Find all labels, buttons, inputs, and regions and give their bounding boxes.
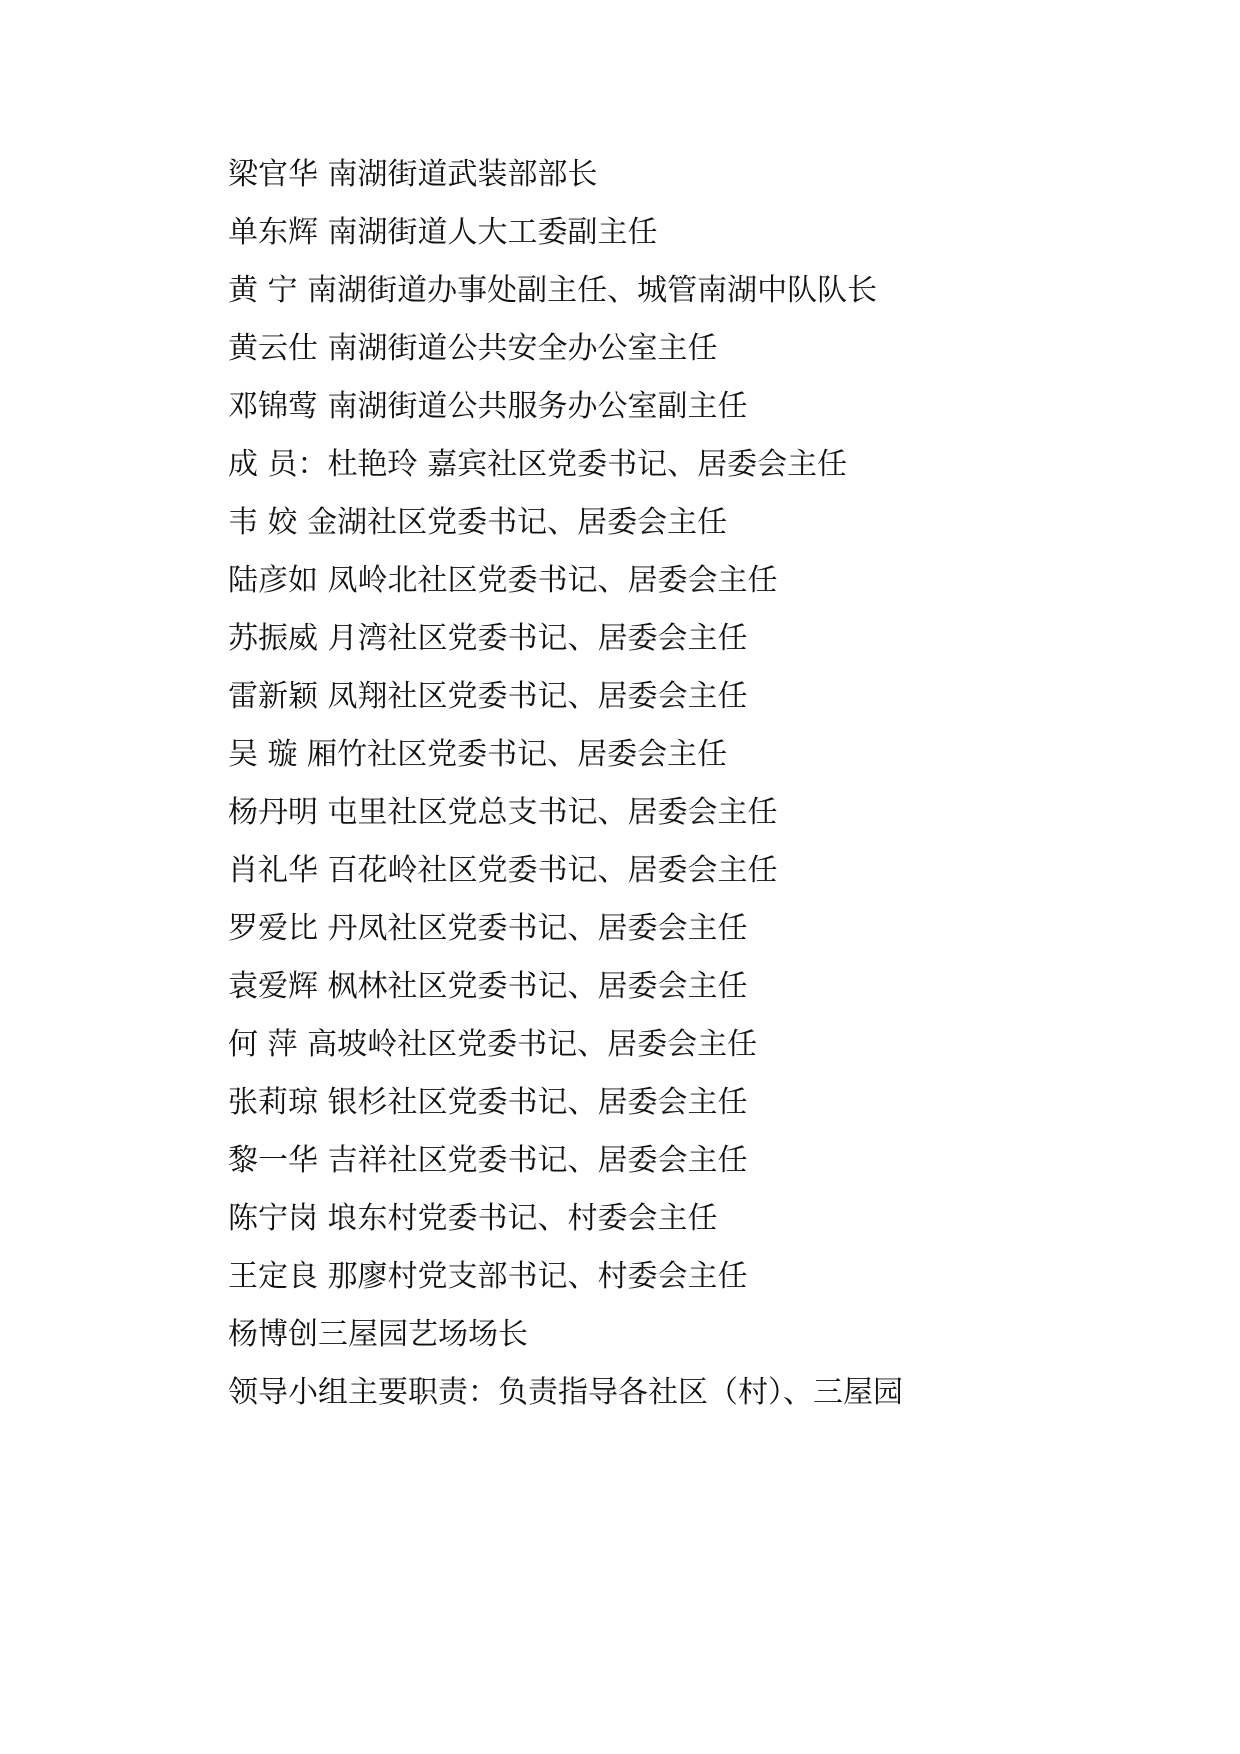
text-line: 王定良 那廖村党支部书记、村委会主任 — [228, 1259, 748, 1294]
text-line: 领导小组主要职责：负责指导各社区（村）、三屋园 — [228, 1375, 903, 1410]
text-line: 罗爱比 丹凤社区党委书记、居委会主任 — [228, 911, 748, 946]
text-line: 雷新颖 凤翔社区党委书记、居委会主任 — [228, 679, 748, 714]
text-line: 黄 宁 南湖街道办事处副主任、城管南湖中队队长 — [228, 273, 878, 308]
text-line: 陈宁岗 埌东村党委书记、村委会主任 — [228, 1201, 718, 1236]
text-line: 吴 璇 厢竹社区党委书记、居委会主任 — [228, 737, 728, 772]
text-line: 梁官华 南湖街道武装部部长 — [228, 157, 598, 192]
text-line: 韦 姣 金湖社区党委书记、居委会主任 — [228, 505, 728, 540]
text-line: 邓锦莺 南湖街道公共服务办公室副主任 — [228, 389, 748, 424]
text-line: 黎一华 吉祥社区党委书记、居委会主任 — [228, 1143, 748, 1178]
text-line: 杨博创三屋园艺场场长 — [228, 1317, 528, 1352]
text-line: 苏振威 月湾社区党委书记、居委会主任 — [228, 621, 748, 656]
text-line: 成 员：杜艳玲 嘉宾社区党委书记、居委会主任 — [228, 447, 848, 482]
text-line: 袁爱辉 枫林社区党委书记、居委会主任 — [228, 969, 748, 1004]
text-line: 张莉琼 银杉社区党委书记、居委会主任 — [228, 1085, 748, 1120]
text-line: 陆彦如 凤岭北社区党委书记、居委会主任 — [228, 563, 778, 598]
text-line: 杨丹明 屯里社区党总支书记、居委会主任 — [228, 795, 778, 830]
text-line: 肖礼华 百花岭社区党委书记、居委会主任 — [228, 853, 778, 888]
text-line: 何 萍 高坡岭社区党委书记、居委会主任 — [228, 1027, 758, 1062]
text-line: 黄云仕 南湖街道公共安全办公室主任 — [228, 331, 718, 366]
member-list — [228, 154, 1068, 1430]
text-line: 单东辉 南湖街道人大工委副主任 — [228, 215, 658, 250]
